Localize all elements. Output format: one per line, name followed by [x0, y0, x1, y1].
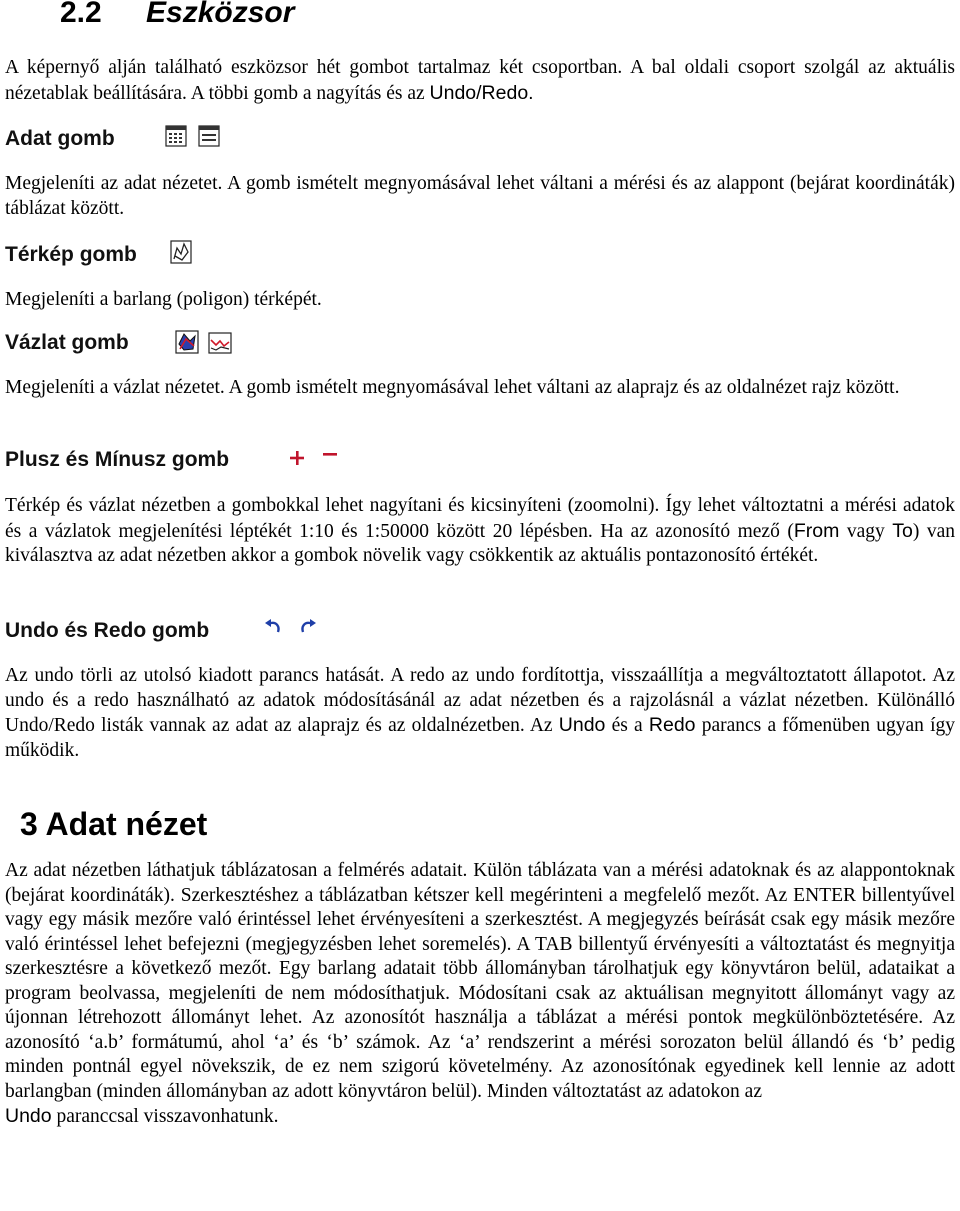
keyword-undo-final: Undo [5, 1105, 52, 1127]
plusz-minusz-text-part3: ) van kiválasztva az adat nézetben akkor a gombok növelik vagy csökkentik az aktuális pontazonosító értékét. [5, 520, 956, 566]
adat-nezet-text: Az adat nézetben láthatjuk táblázatosan a felmérés adatait. Külön táblázata van a mérési adatoknak és az alappontoknak (bejárat koordináták). Szerkesztéshez a táblázatban kétszer kell megérinteni a megfelelő mezőt. Az ENTER billentyűvel vagy egy másik mezőre való érintéssel lehet érvényesíteni a szerkesztést. A megjegyzés beírását csak egy másik mezőre való érintéssel lehet befejezni (megjegyzésben lehet soremelés). A TAB billentyű érvényesíti a változtatást és megnyitja szerkesztésre a következő mezőt. Egy barlang adatait több állományban tárolhatjuk egy könyvtáron belül, adataikat a program beolvassa, megjeleníti de nem módosíthatjuk. Módosítani csak az aktuálisan megnyitott állományt vagy az újonnan létrehozott állományt lehet. Az azonosítót használja a táblázat a mérési pontok megkülönböztetésére. Az azonosító ‘a.b’ formátumú, ahol ‘a’ és ‘b’ számok. Az ‘a’ rendszerint a mérési sorozaton belül állandó és ‘b’ pedig minden pontnál egyel növekszik, de ez nem szigorú követelmény. Az azonosítónak egyedinek kell lennie az adott barlangban (minden állományban az adott könyvtáron belül). Minden változtatást az adatokon az [5, 860, 955, 1102]
vazlat-gomb-heading: Vázlat gomb [5, 331, 129, 354]
chapter-number: 3 [20, 806, 38, 842]
section-heading [60, 0, 294, 33]
undo-icon [263, 618, 283, 636]
plusz-minusz-heading: Plusz és Mínusz gomb [5, 448, 230, 471]
plusz-minusz-text-part2: vagy [839, 520, 893, 542]
section-number: 2.2 [60, 0, 102, 29]
keyword-from: From [793, 519, 840, 542]
terkep-gomb-heading: Térkép gomb [5, 243, 137, 266]
sketch-profile-icon [208, 332, 232, 354]
plus-icon [288, 449, 306, 467]
map-icon [170, 240, 192, 264]
plusz-minusz-text [5, 494, 955, 569]
plusz-minusz-text-part1: Térkép és vázlat nézetben a gombokkal lehet nagyítani és kicsinyíteni (zoomolni). Így lehet változtatni a mérési adatok és a vázlatok megjelenítési léptékét 1:10 és 1:50000 között 20 lépésben. Ha az azonosító mező ( [5, 495, 955, 542]
intro-text: A képernyő alján található eszközsor hét gombot tartalmaz két csoportban. A bal oldali csoport szolgál az aktuális nézetablak beállítására. A többi gomb a nagyítás és az [5, 57, 955, 104]
keyword-to: To [892, 519, 913, 542]
list-icon [198, 125, 220, 147]
keyword-undo: Undo [558, 714, 606, 736]
vazlat-gomb-text: Megjeleníti a vázlat nézetet. A gomb ismételt megnyomásával lehet váltani az alaprajz és az oldalnézet rajz között. [5, 377, 900, 398]
section-title: Eszközsor [146, 0, 295, 29]
intro-paragraph [5, 56, 955, 106]
table-icon [165, 125, 187, 147]
chapter-heading [20, 804, 207, 844]
keyword-redo: Redo [648, 714, 696, 736]
intro-keyword: Undo/Redo. [429, 81, 534, 104]
adat-nezet-text-end: paranccsal visszavonhatunk. [51, 1106, 279, 1127]
adat-nezet-paragraph [5, 859, 955, 1130]
redo-icon [298, 618, 318, 636]
adat-gomb-heading: Adat gomb [5, 127, 115, 150]
undo-redo-heading: Undo és Redo gomb [5, 619, 210, 642]
adat-gomb-text: Megjeleníti az adat nézetet. A gomb ismételt megnyomásával lehet váltani a mérési és az alappont (bejárat koordináták) táblázat között. [5, 173, 955, 219]
chapter-title: Adat nézet [45, 806, 208, 842]
undo-redo-text-part1: Az undo törli az utolsó kiadott parancs hatását. A redo az undo fordítottja, visszaállítja a megváltoztatott állapotot. Az undo és a redo használható az adatok módosításánál az adat nézetben és a rajzolásnál a vázlat nézetben. Különálló Undo/Redo listák vannak az adat az alaprajz és az oldalnézetben. Az [5, 665, 955, 736]
sketch-plan-icon [175, 330, 199, 354]
minus-icon [321, 449, 339, 467]
undo-redo-text [5, 664, 955, 763]
undo-redo-text-part3: parancs a főmenüben ugyan így működik. [5, 715, 955, 761]
terkep-gomb-text: Megjeleníti a barlang (poligon) térképét. [5, 289, 322, 310]
undo-redo-text-part2: és a [605, 715, 649, 736]
